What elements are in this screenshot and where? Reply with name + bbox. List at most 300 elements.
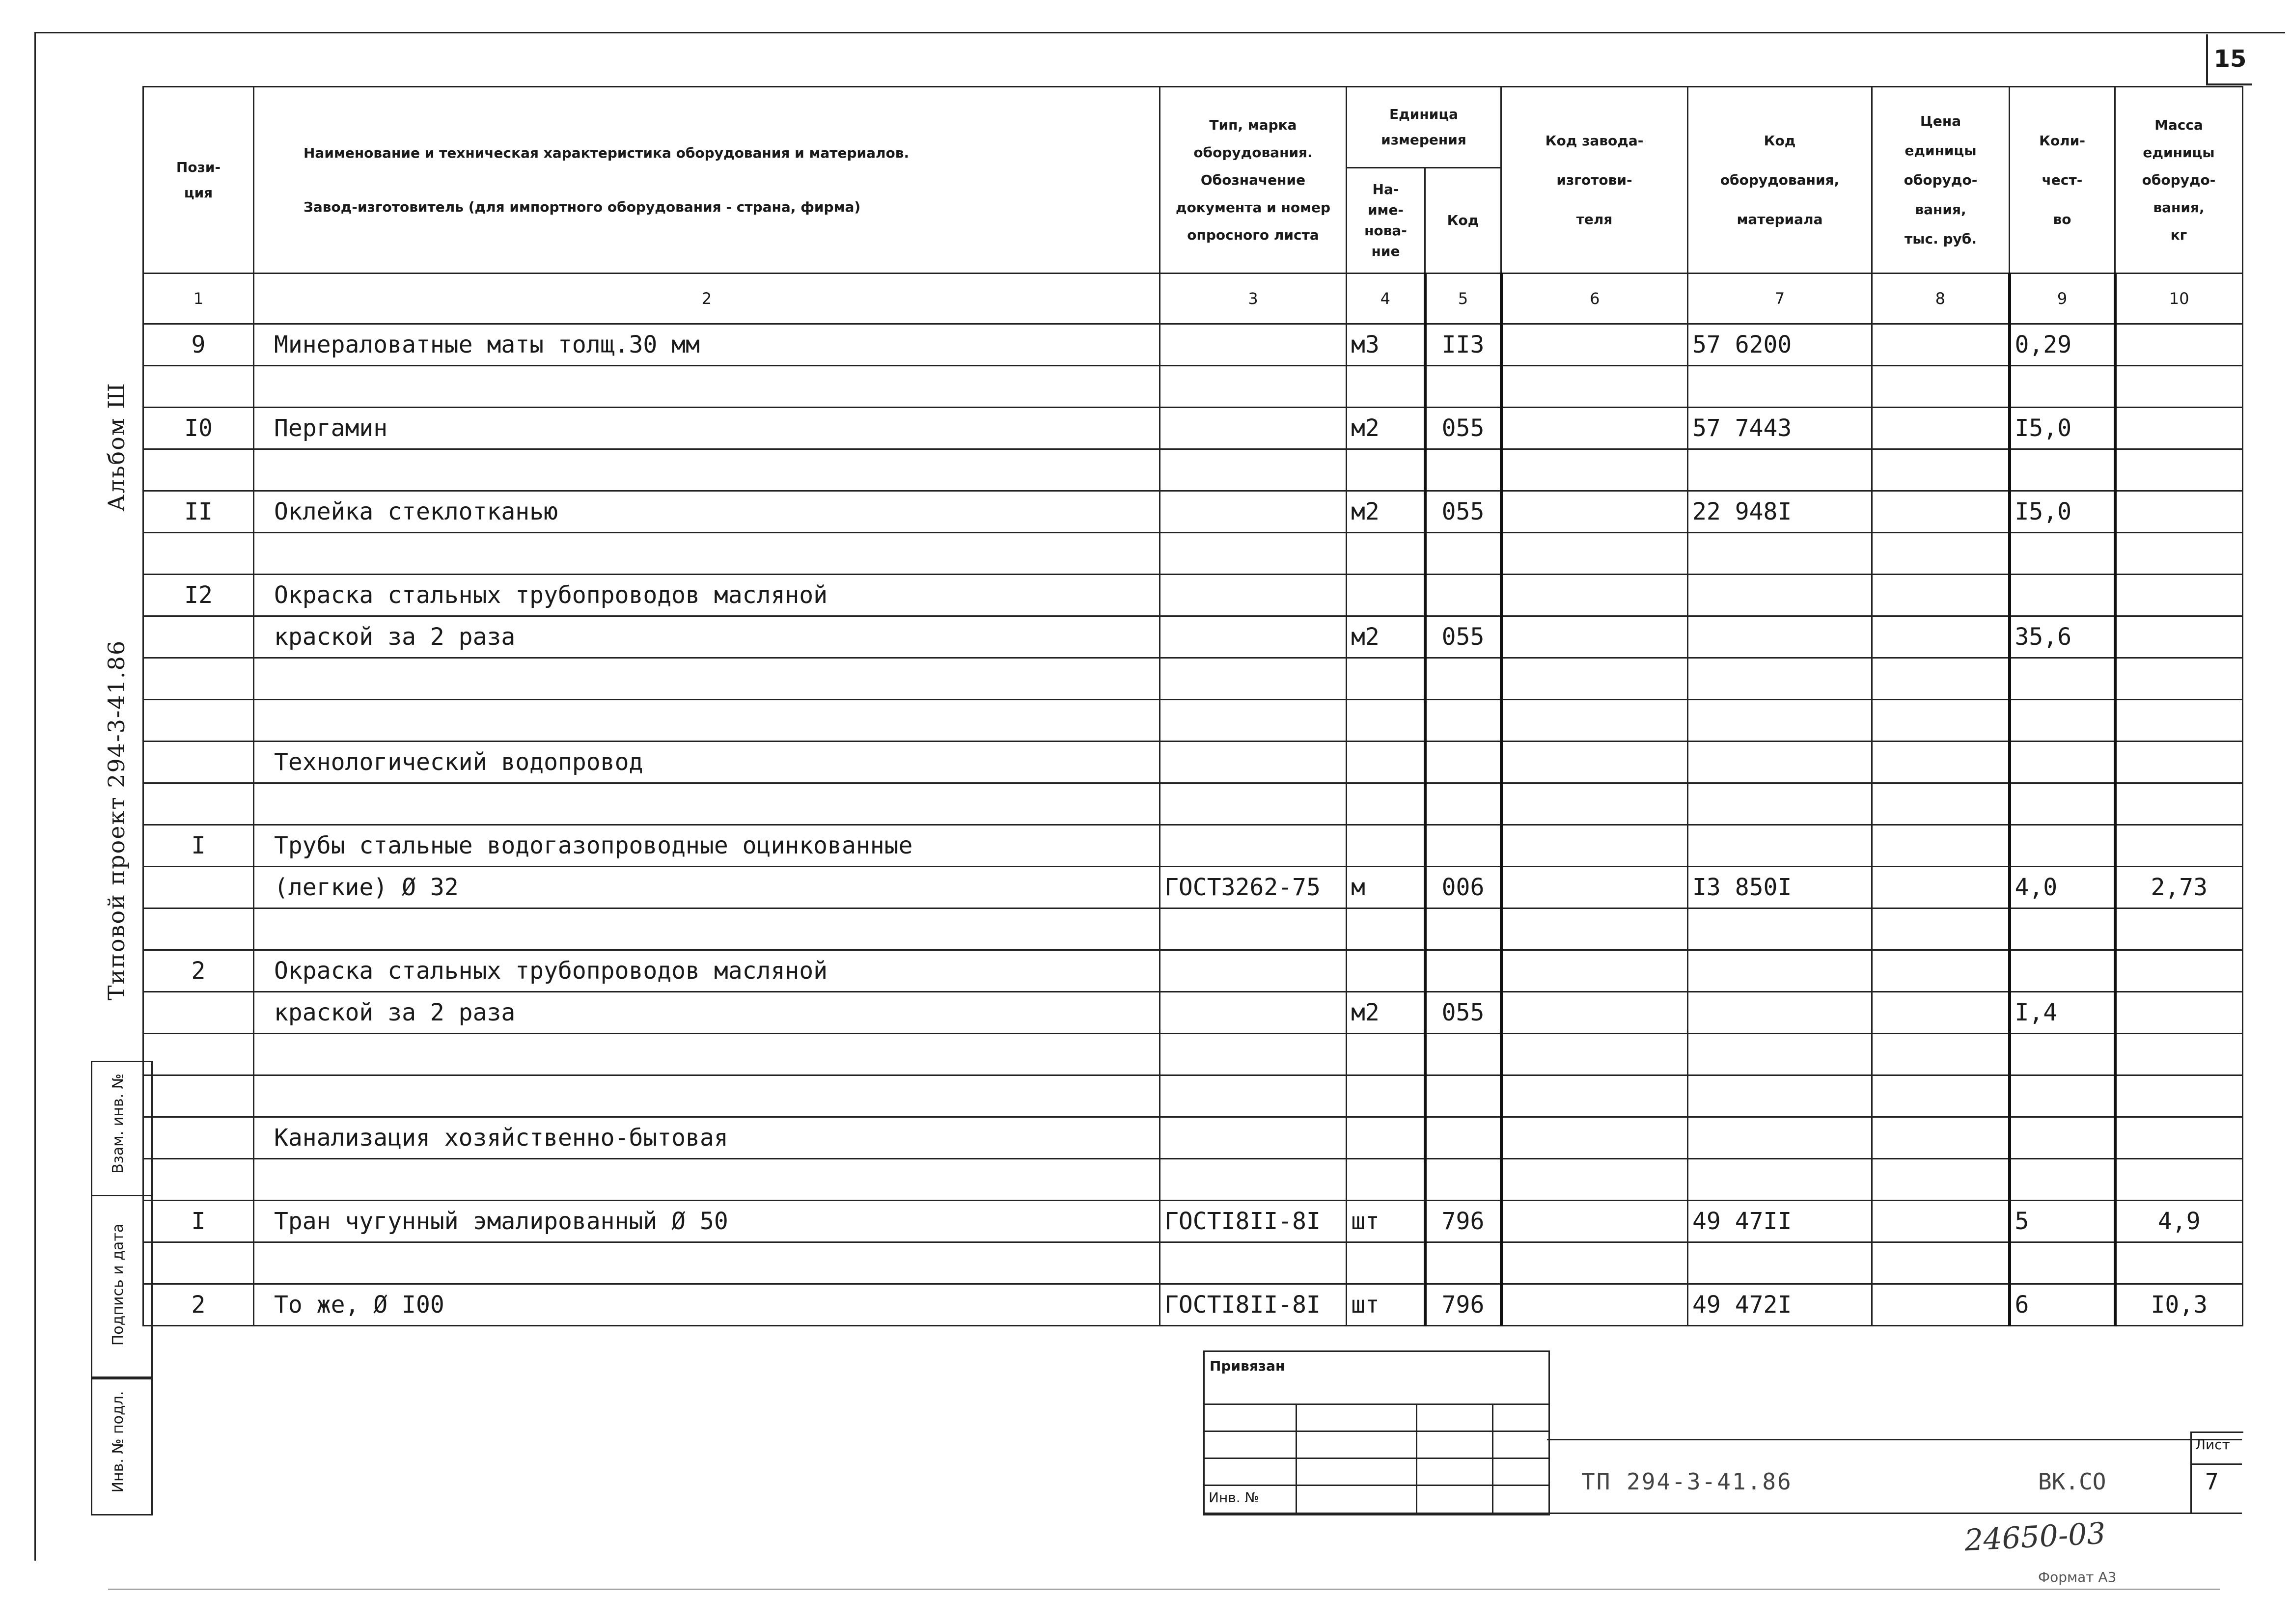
cell-ucode [1425,575,1501,616]
cell-code: 57 6200 [1688,324,1872,366]
cell-type [1160,533,1347,575]
cell-unit: шт [1347,1284,1425,1326]
column-number: 9 [2010,274,2115,324]
header-unit-code: Код [1425,168,1501,274]
table-row [143,366,2243,408]
cell-plant [1501,867,1688,908]
cell-ucode: 796 [1425,1201,1501,1242]
sheet-number: 7 [2205,1468,2219,1495]
header-equipment-code: Код оборудования, материала [1688,87,1872,274]
header-position: Пози- ция [143,87,254,274]
document-code: ТП 294-3-41.86 [1581,1468,1793,1495]
cell-plant [1501,950,1688,992]
cell-type: ГОСТI8II-8I [1160,1284,1347,1326]
cell-unit [1347,1159,1425,1201]
cell-price [1872,992,2010,1034]
cell-plant [1501,1075,1688,1117]
cell-type [1160,1075,1347,1117]
cell-ucode: 055 [1425,992,1501,1034]
cell-ucode [1425,825,1501,867]
table-row [143,1201,2243,1242]
table-row [143,992,2243,1034]
cell-qty: I5,0 [2010,491,2115,533]
cell-price [1872,867,2010,908]
cell-code [1688,449,1872,491]
sidebar-album: Альбом Ш [103,382,130,512]
cell-ucode: 055 [1425,491,1501,533]
cell-price [1872,1117,2010,1159]
column-number: 5 [1425,274,1501,324]
stamp-label: Подпись и дата [110,1223,127,1346]
cell-ucode: 006 [1425,867,1501,908]
cell-type [1160,449,1347,491]
cell-ucode [1425,449,1501,491]
cell-type [1160,700,1347,742]
cell-price [1872,658,2010,700]
cell-code [1688,616,1872,658]
cell-unit [1347,1075,1425,1117]
table-row [143,825,2243,867]
cell-unit [1347,1242,1425,1284]
cell-ucode [1425,700,1501,742]
cell-mass [2115,658,2243,700]
table-row [143,616,2243,658]
cell-pos [143,700,254,742]
cell-ucode [1425,1159,1501,1201]
inventory-label: Инв. № [1209,1489,1259,1506]
cell-code [1688,950,1872,992]
cell-code [1688,366,1872,408]
table-row [143,533,2243,575]
cell-pos: I2 [143,575,254,616]
cell-code: I3 850I [1688,867,1872,908]
cell-qty [2010,950,2115,992]
cell-qty [2010,1075,2115,1117]
cell-unit: м2 [1347,616,1425,658]
cell-mass [2115,1117,2243,1159]
cell-mass: I0,3 [2115,1284,2243,1326]
cell-qty: I,4 [2010,992,2115,1034]
cell-unit [1347,449,1425,491]
cell-ucode [1425,658,1501,700]
cell-ucode [1425,742,1501,783]
cell-pos [143,1034,254,1075]
cell-name [254,783,1160,825]
cell-mass [2115,992,2243,1034]
cell-name [254,449,1160,491]
cell-plant [1501,700,1688,742]
cell-pos: I [143,825,254,867]
cell-price [1872,950,2010,992]
cell-name: Пергамин [254,408,1160,449]
cell-ucode: 796 [1425,1284,1501,1326]
cell-unit [1347,575,1425,616]
cell-name [254,1242,1160,1284]
cell-plant [1501,908,1688,950]
format-label: Формат А3 [2038,1569,2117,1585]
column-number: 3 [1160,274,1347,324]
cell-unit [1347,533,1425,575]
cell-mass: 2,73 [2115,867,2243,908]
cell-unit [1347,1117,1425,1159]
cell-qty [2010,658,2115,700]
cell-type [1160,408,1347,449]
cell-price [1872,908,2010,950]
cell-type [1160,908,1347,950]
cell-unit [1347,825,1425,867]
cell-name [254,908,1160,950]
cell-pos [143,783,254,825]
cell-ucode [1425,1075,1501,1117]
cell-mass [2115,825,2243,867]
cell-ucode [1425,366,1501,408]
cell-qty: 5 [2010,1201,2115,1242]
cell-unit [1347,908,1425,950]
cell-type [1160,616,1347,658]
cell-pos [143,366,254,408]
cell-qty [2010,1117,2115,1159]
cell-name [254,366,1160,408]
cell-mass [2115,408,2243,449]
table-row [143,575,2243,616]
cell-unit: м2 [1347,491,1425,533]
cell-price [1872,1159,2010,1201]
cell-code [1688,700,1872,742]
cell-ucode [1425,1242,1501,1284]
cell-plant [1501,783,1688,825]
cell-price [1872,491,2010,533]
header-name: Наименование и техническая характеристика оборудования и материалов. Завод-изготовитель (для импортного оборудования - страна, фирма) [254,87,1160,274]
cell-pos [143,1075,254,1117]
cell-code: 49 47II [1688,1201,1872,1242]
cell-code: 49 472I [1688,1284,1872,1326]
cell-qty [2010,783,2115,825]
cell-ucode [1425,908,1501,950]
cell-pos [143,908,254,950]
cell-unit: м2 [1347,408,1425,449]
table-row [143,1284,2243,1326]
cell-unit [1347,783,1425,825]
table-row [143,1075,2243,1117]
cell-name: Окраска стальных трубопроводов масляной [254,950,1160,992]
cell-price [1872,324,2010,366]
cell-name: краской за 2 раза [254,992,1160,1034]
header-unit: Единица измерения [1347,87,1501,168]
cell-code [1688,742,1872,783]
cell-mass [2115,908,2243,950]
cell-unit: м3 [1347,324,1425,366]
cell-plant [1501,1159,1688,1201]
cell-unit [1347,1034,1425,1075]
cell-pos [143,1242,254,1284]
cell-price [1872,1242,2010,1284]
table-row [143,1117,2243,1159]
cell-plant [1501,825,1688,867]
cell-ucode [1425,783,1501,825]
cell-ucode: 055 [1425,616,1501,658]
column-number: 10 [2115,274,2243,324]
cell-price [1872,616,2010,658]
cell-mass [2115,366,2243,408]
cell-code [1688,1117,1872,1159]
cell-mass [2115,1159,2243,1201]
cell-name: Трубы стальные водогазопроводные оцинкованные [254,825,1160,867]
table-row [143,950,2243,992]
cell-type [1160,1159,1347,1201]
cell-qty [2010,1242,2115,1284]
cell-qty: 0,29 [2010,324,2115,366]
cell-name: Технологический водопровод [254,742,1160,783]
cell-unit: м [1347,867,1425,908]
cell-qty: 35,6 [2010,616,2115,658]
cell-qty [2010,533,2115,575]
cell-code [1688,992,1872,1034]
cell-qty [2010,700,2115,742]
cell-price [1872,449,2010,491]
column-number: 2 [254,274,1160,324]
cell-type [1160,575,1347,616]
cell-price [1872,700,2010,742]
cell-unit [1347,658,1425,700]
cell-plant [1501,1242,1688,1284]
cell-unit: м2 [1347,992,1425,1034]
header-type: Тип, марка оборудования. Обозначение документа и номер опросного листа [1160,87,1347,274]
cell-price [1872,366,2010,408]
cell-plant [1501,449,1688,491]
table-row [143,1242,2243,1284]
cell-code [1688,908,1872,950]
header-price: Цена единицы оборудо- вания, тыс. руб. [1872,87,2010,274]
cell-ucode [1425,1034,1501,1075]
cell-plant [1501,1284,1688,1326]
cell-code: 22 948I [1688,491,1872,533]
table-row [143,1034,2243,1075]
cell-name [254,1034,1160,1075]
cell-unit [1347,366,1425,408]
cell-mass [2115,575,2243,616]
cell-name: Оклейка стеклотканью [254,491,1160,533]
cell-name [254,1075,1160,1117]
cell-pos [143,449,254,491]
cell-name: То же, Ø I00 [254,1284,1160,1326]
cell-mass [2115,783,2243,825]
cell-type [1160,658,1347,700]
cell-unit [1347,950,1425,992]
cell-type [1160,742,1347,783]
cell-plant [1501,533,1688,575]
cell-type [1160,950,1347,992]
approved-label: Привязан [1210,1358,1285,1374]
cell-price [1872,1034,2010,1075]
header-plant-code: Код завода- изготови- теля [1501,87,1688,274]
header-unit-name: На- име- нова- ние [1347,168,1425,274]
cell-qty [2010,825,2115,867]
cell-ucode: II3 [1425,324,1501,366]
cell-name [254,700,1160,742]
table-row [143,783,2243,825]
cell-type [1160,324,1347,366]
cell-ucode [1425,950,1501,992]
table-row [143,1159,2243,1201]
cell-qty [2010,575,2115,616]
cell-mass: 4,9 [2115,1201,2243,1242]
cell-code [1688,575,1872,616]
cell-plant [1501,408,1688,449]
column-number: 4 [1347,274,1425,324]
cell-name: Окраска стальных трубопроводов масляной [254,575,1160,616]
cell-plant [1501,324,1688,366]
cell-mass [2115,491,2243,533]
cell-pos: I0 [143,408,254,449]
cell-plant [1501,742,1688,783]
cell-pos [143,742,254,783]
cell-name: Тран чугунный эмалированный Ø 50 [254,1201,1160,1242]
cell-pos [143,867,254,908]
column-number: 1 [143,274,254,324]
table-row [143,700,2243,742]
cell-mass [2115,616,2243,658]
cell-type [1160,783,1347,825]
column-number: 7 [1688,274,1872,324]
cell-code [1688,783,1872,825]
cell-code [1688,658,1872,700]
cell-qty [2010,1159,2115,1201]
cell-plant [1501,992,1688,1034]
header-quantity: Коли- чест- во [2010,87,2115,274]
cell-type [1160,825,1347,867]
stamp-label: Взам. инв. № [110,1073,127,1174]
cell-price [1872,742,2010,783]
sheet-label: Лист [2195,1436,2230,1453]
title-block [1203,1350,1550,1515]
cell-name: краской за 2 раза [254,616,1160,658]
cell-name: Канализация хозяйственно-бытовая [254,1117,1160,1159]
cell-name [254,1159,1160,1201]
cell-ucode [1425,533,1501,575]
cell-mass [2115,1075,2243,1117]
cell-qty [2010,742,2115,783]
cell-pos: 9 [143,324,254,366]
cell-type [1160,1117,1347,1159]
cell-plant [1501,491,1688,533]
cell-price [1872,1075,2010,1117]
specification-table [142,86,2243,1326]
cell-price [1872,1284,2010,1326]
table-row [143,408,2243,449]
cell-price [1872,533,2010,575]
cell-plant [1501,1034,1688,1075]
cell-price [1872,408,2010,449]
cell-pos [143,658,254,700]
cell-code [1688,1159,1872,1201]
table-row [143,324,2243,366]
cell-code [1688,1242,1872,1284]
cell-pos [143,533,254,575]
cell-type [1160,1034,1347,1075]
cell-type [1160,491,1347,533]
cell-pos [143,1159,254,1201]
stamp-label: Инв. № подл. [110,1391,127,1493]
cell-pos [143,1117,254,1159]
cell-plant [1501,616,1688,658]
table-row [143,867,2243,908]
handwritten-note: 24650-03 [1963,1516,2107,1558]
cell-unit [1347,700,1425,742]
cell-type: ГОСТ3262-75 [1160,867,1347,908]
cell-plant [1501,1201,1688,1242]
header-mass: Масса единицы оборудо- вания, кг [2115,87,2243,274]
cell-ucode [1425,1117,1501,1159]
cell-name [254,658,1160,700]
column-number: 6 [1501,274,1688,324]
cell-price [1872,825,2010,867]
cell-plant [1501,658,1688,700]
cell-pos: 2 [143,950,254,992]
cell-plant [1501,366,1688,408]
cell-price [1872,575,2010,616]
cell-qty [2010,1034,2115,1075]
cell-name: Минераловатные маты толщ.30 мм [254,324,1160,366]
cell-pos [143,616,254,658]
cell-pos [143,992,254,1034]
cell-price [1872,783,2010,825]
cell-code [1688,1034,1872,1075]
cell-name [254,533,1160,575]
cell-qty [2010,908,2115,950]
column-number: 8 [1872,274,2010,324]
cell-unit: шт [1347,1201,1425,1242]
cell-type: ГОСТI8II-8I [1160,1201,1347,1242]
cell-plant [1501,1117,1688,1159]
cell-plant [1501,575,1688,616]
cell-pos: 2 [143,1284,254,1326]
page-number: 15 [2206,34,2252,85]
cell-code [1688,825,1872,867]
cell-qty: 4,0 [2010,867,2115,908]
cell-unit [1347,742,1425,783]
table-row [143,449,2243,491]
cell-qty [2010,366,2115,408]
cell-mass [2115,700,2243,742]
table-row [143,908,2243,950]
cell-mass [2115,1242,2243,1284]
section-code: ВК.СО [2038,1468,2106,1495]
cell-pos: II [143,491,254,533]
cell-mass [2115,449,2243,491]
sidebar-project: Типовой проект 294-3-41.86 [103,639,130,1001]
cell-mass [2115,533,2243,575]
cell-mass [2115,742,2243,783]
cell-qty: I5,0 [2010,408,2115,449]
cell-code: 57 7443 [1688,408,1872,449]
cell-pos: I [143,1201,254,1242]
cell-name: (легкие) Ø 32 [254,867,1160,908]
cell-mass [2115,324,2243,366]
cell-qty: 6 [2010,1284,2115,1326]
cell-ucode: 055 [1425,408,1501,449]
table-row [143,491,2243,533]
cell-type [1160,992,1347,1034]
table-row [143,658,2243,700]
cell-type [1160,366,1347,408]
cell-code [1688,1075,1872,1117]
cell-type [1160,1242,1347,1284]
cell-price [1872,1201,2010,1242]
cell-code [1688,533,1872,575]
cell-qty [2010,449,2115,491]
cell-mass [2115,1034,2243,1075]
table-row [143,742,2243,783]
